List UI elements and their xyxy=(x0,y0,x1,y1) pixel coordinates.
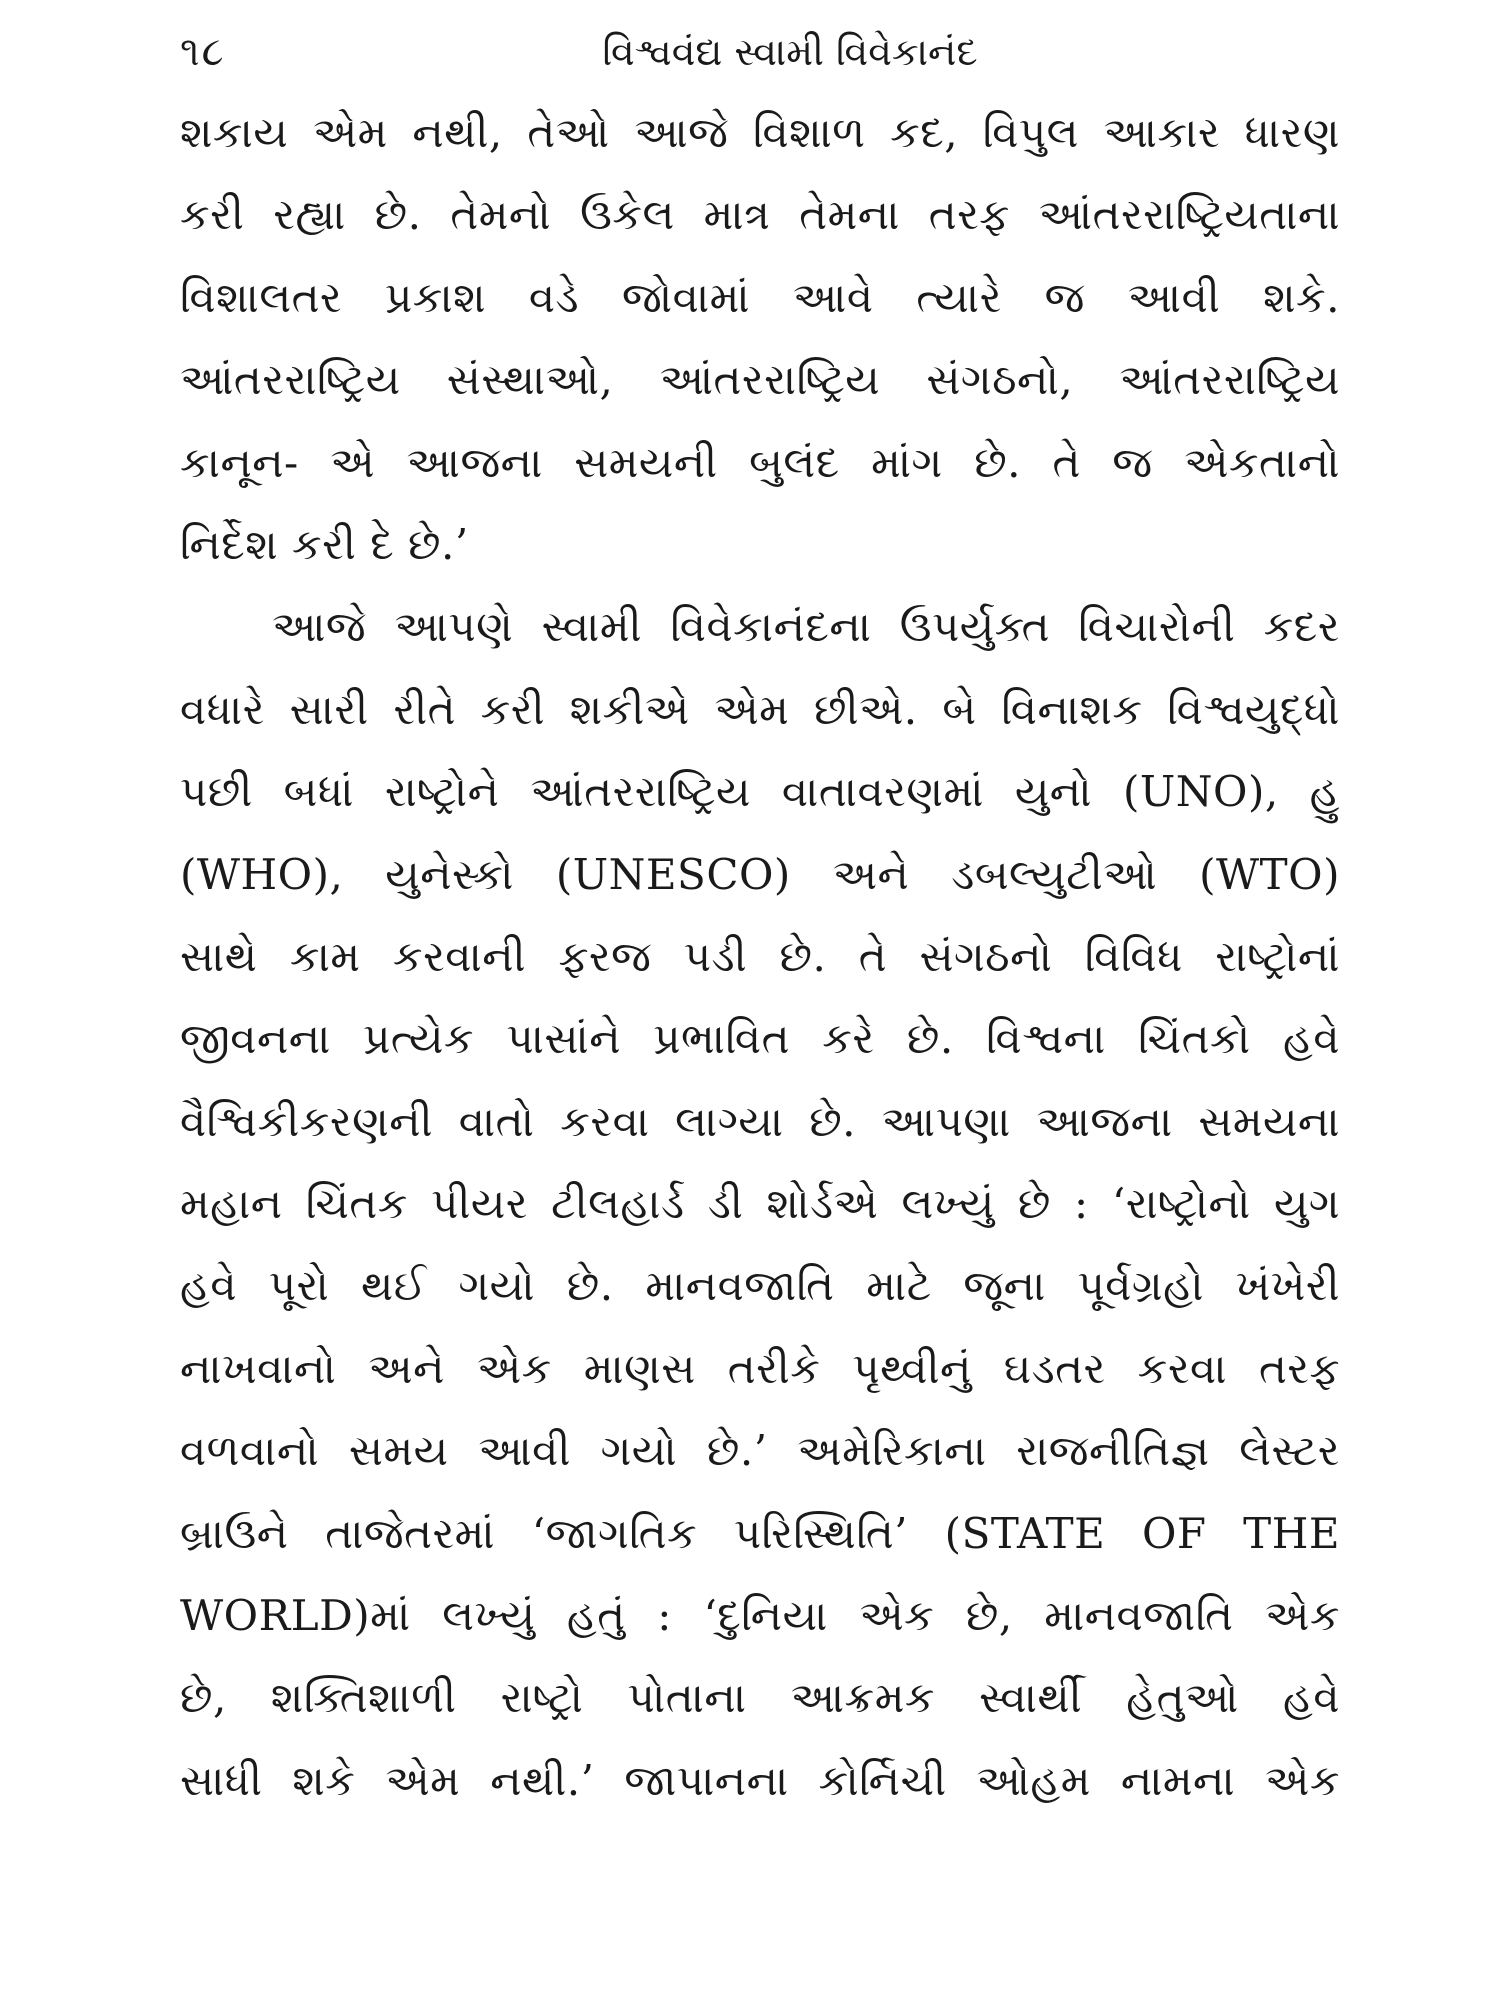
text-line: શકાય એમ નથી, તેઓ આજે વિશાળ કદ, વિપુલ આકાર ધારણ xyxy=(180,108,1340,157)
text-line: વધારે સારી રીતે કરી શકીએ એમ છીએ. બે વિનાશક વિશ્વયુદ્ધો xyxy=(180,684,1340,734)
paragraph-1 xyxy=(180,92,1340,586)
text-line: બ્રાઉને તાજેતરમાં ‘જાગતિક પરિસ્થિતિ’ (STATE OF THE xyxy=(180,1508,1340,1558)
text-line: આંતરરાષ્ટ્રિય સંસ્થાઓ, આંતરરાષ્ટ્રિય સંગઠનો, આંતરરાષ્ટ્રિય xyxy=(180,355,1340,405)
paragraph-2 xyxy=(180,586,1340,1822)
text-line: સાથે કામ કરવાની ફરજ પડી છે. તે સંગઠનો વિવિધ રાષ્ટ્રોનાં xyxy=(180,931,1340,981)
text-line: જીવનના પ્રત્યેક પાસાંને પ્રભાવિત કરે છે. વિશ્વના ચિંતકો હવે xyxy=(180,1014,1340,1064)
text-line: વિશાલતર પ્રકાશ વડે જોવામાં આવે ત્યારે જ આવી શકે. xyxy=(180,272,1340,322)
body-text xyxy=(180,92,1340,1822)
text-line: WORLD)માં લખ્યું હતું : ‘દુનિયા એક છે, માનવજાતિ એક xyxy=(180,1591,1340,1641)
page-header xyxy=(180,22,1340,82)
text-line: પછી બધાં રાષ્ટ્રોને આંતરરાષ્ટ્રિય વાતાવરણમાં યુનો (UNO), હુ xyxy=(180,767,1340,817)
text-line: નિર્દેશ કરી દે છે.’ xyxy=(180,519,469,569)
text-line: હવે પૂરો થઈ ગયો છે. માનવજાતિ માટે જૂના પૂર્વગ્રહો ખંખેરી xyxy=(180,1261,1340,1311)
text-line: કાનૂન- એ આજના સમયની બુલંદ માંગ છે. તે જ એકતાનો xyxy=(180,437,1340,487)
text-line: આજે આપણે સ્વામી વિવેકાનંદના ઉપર્યુક્ત વિચારોની કદર xyxy=(272,602,1340,652)
text-line: વૈશ્વિકીકરણની વાતો કરવા લાગ્યા છે. આપણા આજના સમયના xyxy=(180,1096,1340,1146)
text-line: છે, શક્તિશાળી રાષ્ટ્રો પોતાના આક્રમક સ્વાર્થી હેતુઓ હવે xyxy=(180,1673,1340,1723)
text-line: (WHO), યુનેસ્કો (UNESCO) અને ડબલ્યુટીઓ (WTO) xyxy=(180,849,1340,899)
page-number: ૧૮ xyxy=(180,29,226,75)
text-line: મહાન ચિંતક પીયર ટીલહાર્ડ ડી શોર્ડએ લખ્યું છે : ‘રાષ્ટ્રોનો યુગ xyxy=(180,1179,1340,1229)
text-line: નાખવાનો અને એક માણસ તરીકે પૃથ્વીનું ઘડતર કરવા તરફ xyxy=(180,1343,1340,1393)
running-title: વિશ્વવંદ્ય સ્વામી વિવેકાનંદ xyxy=(602,30,978,74)
text-line: વળવાનો સમય આવી ગયો છે.’ અમેરિકાના રાજનીતિજ્ઞ લેસ્ટર xyxy=(180,1426,1340,1476)
text-line: સાધી શકે એમ નથી.’ જાપાનના કોર્નિચી ઓહમ નામના એક xyxy=(180,1755,1340,1805)
text-line: કરી રહ્યા છે. તેમનો ઉકેલ માત્ર તેમના તરફ આંતરરાષ્ટ્રિયતાના xyxy=(180,190,1340,240)
